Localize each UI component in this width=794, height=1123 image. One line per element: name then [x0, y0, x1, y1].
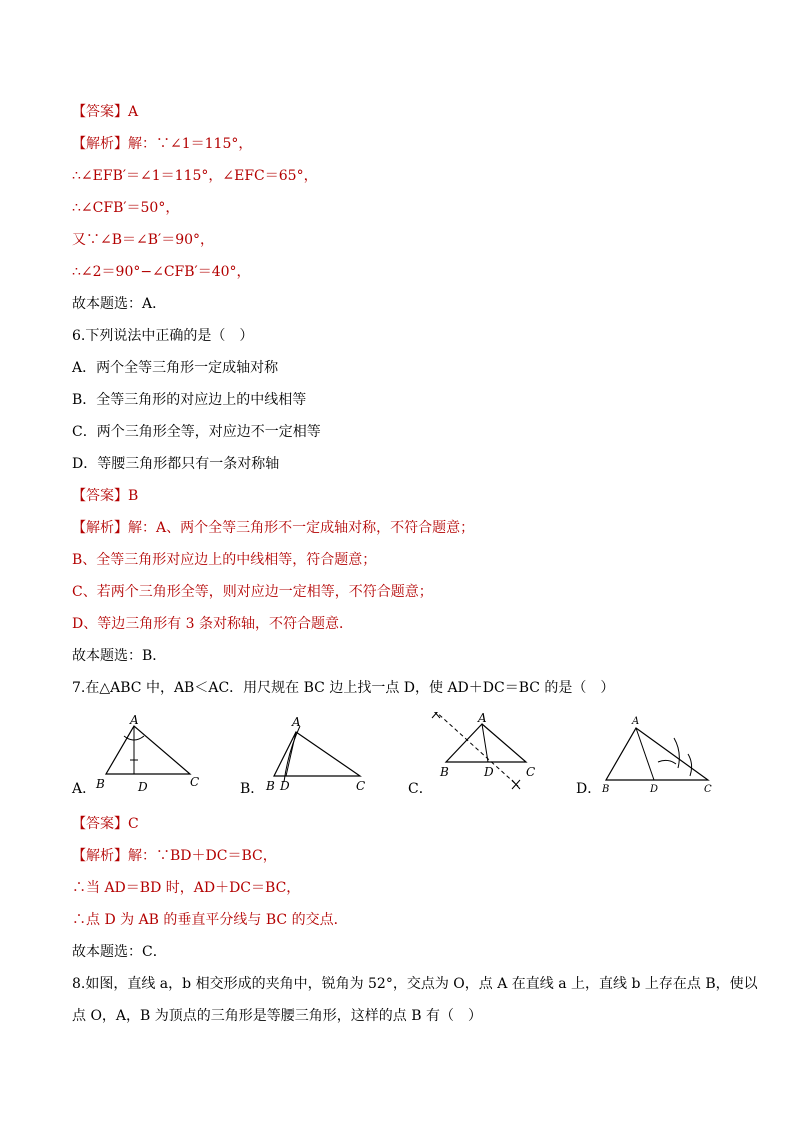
q5-analysis-line: ∴∠2＝90°−∠CFB′＝40°，	[72, 264, 251, 280]
q6-analysis-line: 【解析】解：A、两个全等三角形不一定成轴对称，不符合题意；	[72, 520, 475, 536]
q5-conclusion: 故本题选：A．	[72, 296, 167, 312]
q7-analysis-line: ∴点 D 为 AB 的垂直平分线与 BC 的交点．	[72, 912, 348, 928]
analysis-tag: 【解析】	[72, 848, 128, 864]
figure-a	[90, 712, 210, 796]
point-label-d: D	[138, 780, 148, 794]
analysis-tag: 【解析】	[72, 136, 128, 152]
point-label-d: D	[650, 784, 659, 795]
q7-analysis-line: ∴当 AD＝BD 时，AD＋DC＝BC，	[72, 880, 301, 896]
q6-conclusion: 故本题选：B．	[72, 648, 167, 664]
q5-analysis-line: ∴∠EFB′＝∠1＝115°，∠EFC＝65°，	[72, 168, 318, 184]
q5-answer-line	[72, 103, 138, 121]
answer-value: B	[128, 488, 139, 504]
q7-stem: 7.在△ABC 中，AB＜AC．用尺规在 BC 边上找一点 D，使 AD＋DC＝BC 的是（ ）	[72, 680, 615, 696]
figure-label-b: B．	[240, 781, 265, 797]
figure-b	[260, 712, 380, 796]
q6-analysis-line: C、若两个三角形全等，则对应边一定相等，不符合题意；	[72, 584, 433, 600]
figure-label-d: D．	[576, 781, 602, 797]
answer-tag: 【答案】	[72, 816, 128, 832]
q6-option: B．全等三角形的对应边上的中线相等	[72, 392, 307, 408]
point-label-b: B	[96, 777, 105, 791]
q7-conclusion: 故本题选：C．	[72, 944, 167, 960]
q6-option: A．两个全等三角形一定成轴对称	[72, 360, 279, 376]
point-label-b: B	[440, 765, 449, 779]
q6-answer-line	[72, 487, 138, 505]
point-label-a: A	[130, 713, 139, 727]
q6-stem: 6.下列说法中正确的是（ ）	[72, 328, 254, 344]
q5-analysis-line: 【解析】解：∵∠1＝115°，	[72, 136, 253, 152]
point-label-c: C	[356, 779, 366, 793]
point-label-a: A	[292, 715, 301, 729]
answer-value: C	[128, 816, 139, 832]
point-label-a: A	[632, 716, 640, 727]
analysis-tag: 【解析】	[72, 520, 128, 536]
point-label-c: C	[704, 784, 712, 795]
point-label-d: D	[484, 765, 494, 779]
figure-label-c: C．	[408, 781, 433, 797]
figure-c	[426, 712, 556, 796]
q6-analysis-line: D、等边三角形有 3 条对称轴，不符合题意．	[72, 616, 354, 632]
q6-option: C．两个三角形全等，对应边不一定相等	[72, 424, 321, 440]
point-label-c: C	[526, 765, 536, 779]
point-label-b: B	[602, 784, 610, 795]
figure-label-a: A．	[72, 781, 97, 797]
answer-tag: 【答案】	[72, 104, 128, 120]
point-label-d: D	[280, 779, 290, 793]
figure-d	[598, 712, 728, 796]
q6-option: D．等腰三角形都只有一条对称轴	[72, 456, 280, 472]
q5-analysis-line: 又∵∠B＝∠B′＝90°，	[72, 232, 215, 248]
q7-answer-line	[72, 815, 139, 833]
point-label-a: A	[478, 712, 487, 725]
q8-stem-line: 8.如图，直线 a，b 相交形成的夹角中，锐角为 52°，交点为 O，点 A 在直线 a 上，直线 b 上存在点 B，使以	[72, 976, 758, 992]
q7-figures	[72, 712, 732, 802]
q8-stem-line: 点 O，A，B 为顶点的三角形是等腰三角形，这样的点 B 有（ ）	[72, 1008, 482, 1024]
point-label-c: C	[190, 775, 200, 789]
point-label-b: B	[266, 779, 275, 793]
q7-analysis-line: 【解析】解：∵BD＋DC＝BC，	[72, 848, 277, 864]
q6-analysis-line: B、全等三角形对应边上的中线相等，符合题意；	[72, 552, 377, 568]
answer-tag: 【答案】	[72, 488, 128, 504]
q5-analysis-line: ∴∠CFB′＝50°，	[72, 200, 180, 216]
answer-value: A	[128, 104, 139, 120]
